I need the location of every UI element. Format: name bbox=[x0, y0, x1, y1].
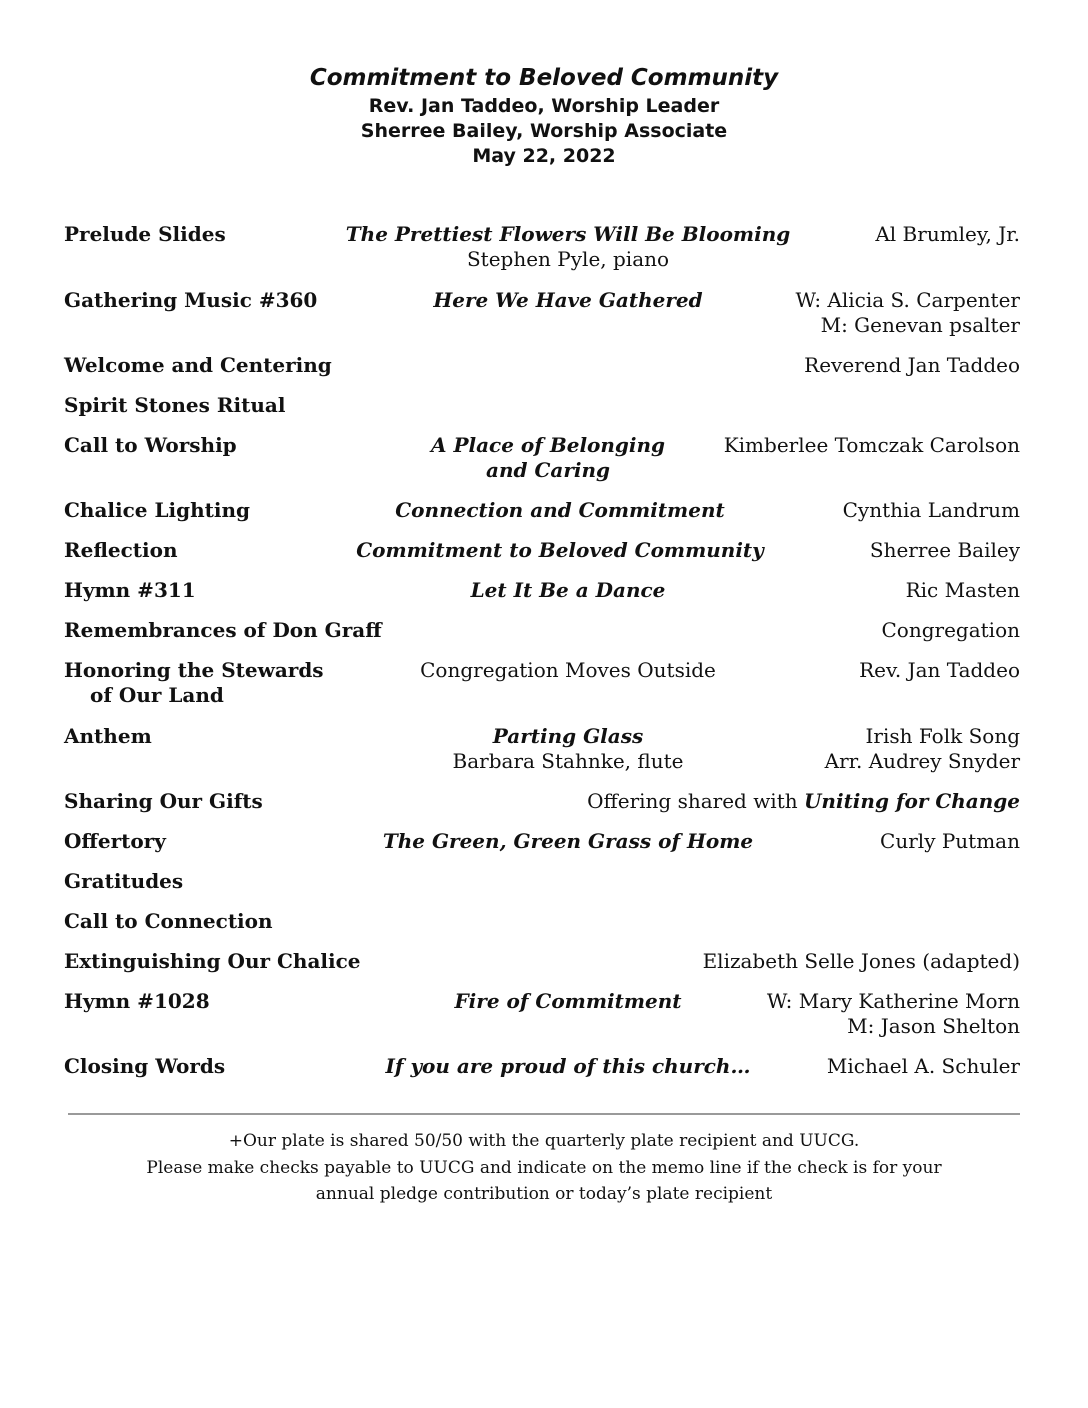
offering-line bbox=[587, 789, 1020, 814]
order-label: Anthem bbox=[64, 724, 152, 748]
order-title-block bbox=[314, 1054, 822, 1079]
order-title-block bbox=[314, 578, 822, 603]
order-row-prelude bbox=[64, 222, 1020, 288]
order-row-honoring-stewards bbox=[64, 658, 1020, 724]
order-label: Offertory bbox=[64, 829, 166, 853]
order-credit-composer: Irish Folk Song bbox=[865, 724, 1020, 748]
order-credit bbox=[796, 288, 1020, 338]
order-credit-words: W: Alicia S. Carpenter bbox=[795, 288, 1020, 312]
order-title: If you are proud of this church… bbox=[385, 1054, 751, 1078]
order-credit-music: M: Genevan psalter bbox=[820, 313, 1020, 337]
order-row-welcome bbox=[64, 353, 1020, 393]
order-label: Call to Worship bbox=[64, 433, 237, 457]
plate-notice bbox=[0, 1128, 1088, 1208]
order-label: Gathering Music #360 bbox=[64, 288, 318, 312]
order-credit-music: M: Jason Shelton bbox=[847, 1014, 1020, 1038]
order-credit bbox=[767, 989, 1020, 1039]
order-credit: Kimberlee Tomczak Carolson bbox=[723, 433, 1020, 457]
order-label: Reflection bbox=[64, 538, 178, 562]
order-row-hymn-311 bbox=[64, 578, 1020, 618]
plate-notice-line: Please make checks payable to UUCG and indicate on the memo line if the check is for your bbox=[146, 1157, 942, 1178]
bulletin-header bbox=[0, 62, 1088, 169]
order-title: The Prettiest Flowers Will Be Blooming bbox=[345, 222, 791, 246]
footer-divider bbox=[68, 1113, 1020, 1115]
order-title: Parting Glass bbox=[492, 724, 644, 748]
order-label bbox=[64, 658, 324, 708]
order-credit: Curly Putman bbox=[880, 829, 1020, 853]
order-title-block bbox=[314, 724, 822, 774]
order-row-closing-words bbox=[64, 1054, 1020, 1094]
order-credit bbox=[825, 724, 1020, 774]
order-note: Congregation Moves Outside bbox=[420, 658, 716, 682]
order-title-continued: and Caring bbox=[486, 458, 610, 482]
service-title: Commitment to Beloved Community bbox=[309, 65, 779, 91]
order-row-spirit-stones bbox=[64, 393, 1020, 433]
order-title: Let It Be a Dance bbox=[470, 578, 666, 602]
order-row-call-to-worship bbox=[64, 433, 1020, 498]
plate-notice-line: +Our plate is shared 50/50 with the quarterly plate recipient and UUCG. bbox=[228, 1131, 860, 1151]
order-label: Hymn #1028 bbox=[64, 989, 210, 1013]
order-title-block bbox=[314, 989, 822, 1014]
order-label: Extinguishing Our Chalice bbox=[64, 949, 361, 973]
order-performer: Barbara Stahnke, flute bbox=[452, 749, 684, 773]
order-row-chalice-lighting bbox=[64, 498, 1020, 538]
order-credit: Sherree Bailey bbox=[869, 538, 1020, 562]
worship-associate: Sherree Bailey, Worship Associate bbox=[360, 120, 728, 142]
order-label: Gratitudes bbox=[64, 869, 184, 893]
order-label: Call to Connection bbox=[64, 909, 273, 933]
order-title-block bbox=[306, 498, 814, 523]
order-row-sharing-gifts bbox=[64, 789, 1020, 829]
offering-recipient: Uniting for Change bbox=[803, 789, 1020, 813]
order-title-block bbox=[314, 222, 822, 272]
order-label-line: of Our Land bbox=[90, 683, 224, 707]
order-row-remembrances bbox=[64, 618, 1020, 658]
order-performer: Stephen Pyle, piano bbox=[466, 247, 670, 271]
order-credit: Ric Masten bbox=[905, 578, 1020, 602]
order-row-extinguishing-chalice bbox=[64, 949, 1020, 989]
order-row-anthem bbox=[64, 724, 1020, 789]
order-title: A Place of Belonging bbox=[430, 433, 666, 457]
worship-leader: Rev. Jan Taddeo, Worship Leader bbox=[368, 95, 720, 117]
order-title: Commitment to Beloved Community bbox=[356, 538, 764, 562]
order-credit: Reverend Jan Taddeo bbox=[804, 353, 1020, 377]
service-date: May 22, 2022 bbox=[472, 145, 616, 167]
order-label: Prelude Slides bbox=[64, 222, 226, 246]
order-label: Closing Words bbox=[64, 1054, 226, 1078]
order-title: Here We Have Gathered bbox=[433, 288, 703, 312]
order-row-reflection bbox=[64, 538, 1020, 578]
order-label: Remembrances of Don Graff bbox=[64, 618, 382, 642]
order-label-line: Honoring the Stewards bbox=[64, 658, 324, 682]
order-label: Hymn #311 bbox=[64, 578, 196, 602]
order-label: Welcome and Centering bbox=[64, 353, 332, 377]
order-title-block bbox=[306, 538, 814, 563]
order-title-block bbox=[314, 829, 822, 854]
order-credit: Michael A. Schuler bbox=[826, 1054, 1020, 1078]
order-row-call-to-connection bbox=[64, 909, 1020, 949]
order-credit-arranger: Arr. Audrey Snyder bbox=[824, 749, 1020, 773]
order-title: The Green, Green Grass of Home bbox=[382, 829, 754, 853]
order-row-offertory bbox=[64, 829, 1020, 869]
order-title-block bbox=[314, 288, 822, 313]
order-credit: Elizabeth Selle Jones (adapted) bbox=[702, 949, 1020, 973]
order-credit: Rev. Jan Taddeo bbox=[859, 658, 1020, 682]
order-title: Fire of Commitment bbox=[454, 989, 682, 1013]
order-title: Connection and Commitment bbox=[395, 498, 725, 522]
order-of-service bbox=[64, 222, 1020, 1094]
order-label: Spirit Stones Ritual bbox=[64, 393, 286, 417]
order-row-hymn-1028 bbox=[64, 989, 1020, 1054]
plate-notice-line: annual pledge contribution or today’s plate recipient bbox=[315, 1184, 773, 1204]
order-label: Chalice Lighting bbox=[64, 498, 251, 522]
order-credit: Al Brumley, Jr. bbox=[875, 222, 1020, 246]
order-credit: Congregation bbox=[881, 618, 1020, 642]
order-credit: Cynthia Landrum bbox=[842, 498, 1020, 522]
offering-prefix: Offering shared with bbox=[587, 789, 804, 813]
order-row-gratitudes bbox=[64, 869, 1020, 909]
order-label: Sharing Our Gifts bbox=[64, 789, 263, 813]
order-row-gathering-music bbox=[64, 288, 1020, 353]
order-credit-words: W: Mary Katherine Morn bbox=[766, 989, 1020, 1013]
